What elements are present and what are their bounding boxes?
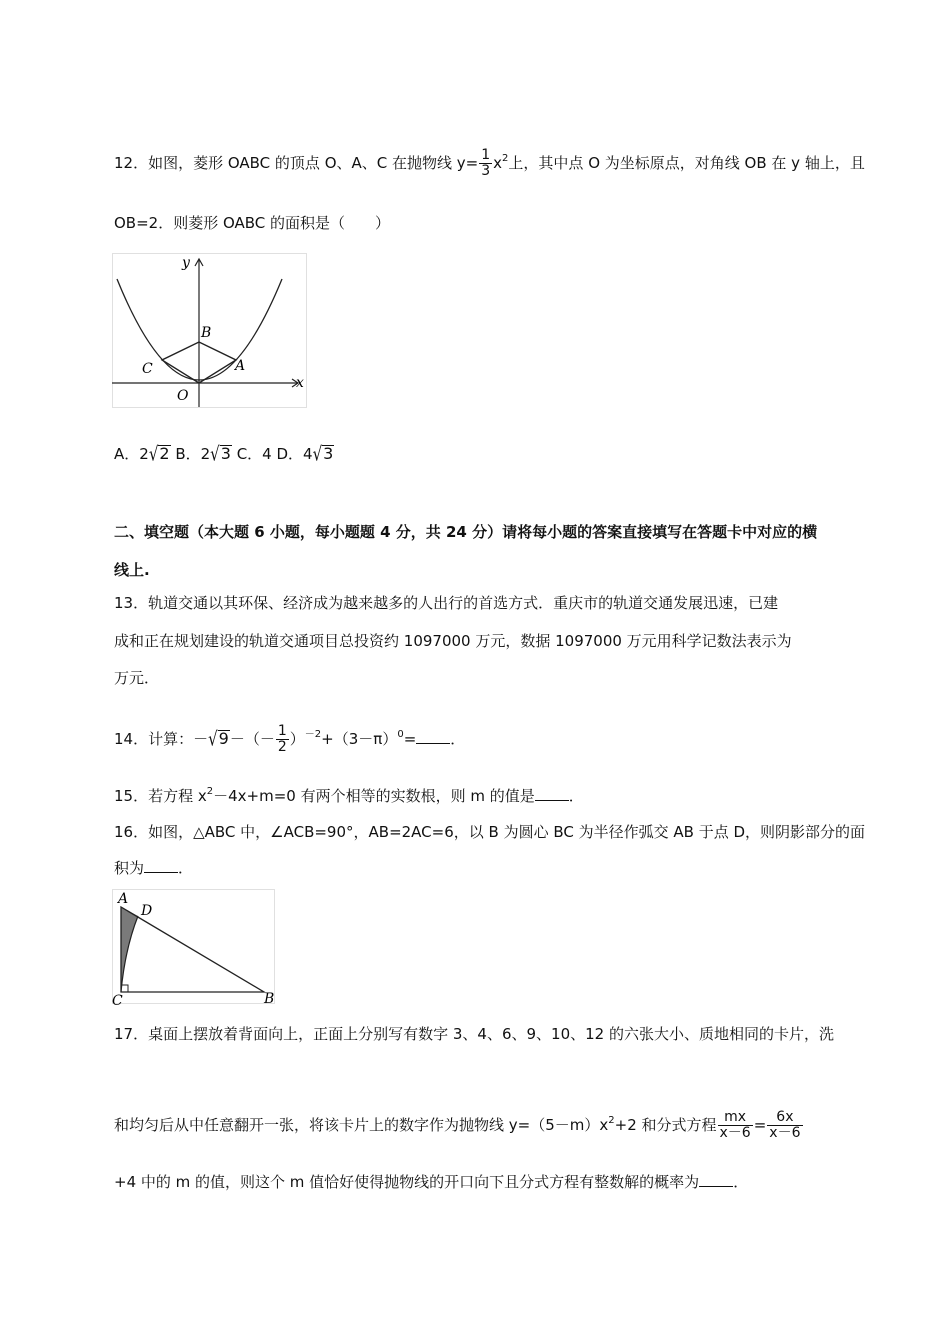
answer-blank[interactable] bbox=[144, 858, 178, 873]
fig16-label-A: A bbox=[118, 891, 129, 907]
answer-blank[interactable] bbox=[416, 729, 450, 744]
section2-heading: 二、填空题（本大题 6 小题，每小题题 4 分，共 24 分）请将每小题的答案直接填写在答题卡中对应的横 bbox=[114, 523, 818, 541]
q12-fraction: $\frac{1}{3}$ bbox=[481, 147, 491, 179]
q14-fraction: $\frac{1}{2}$ bbox=[277, 723, 287, 755]
fig16-label-B: B bbox=[264, 991, 275, 1007]
q13-line1: 13．轨道交通以其环保、经济成为越来越多的人出行的首选方式．重庆市的轨道交通发展迅速，已建 bbox=[114, 594, 779, 612]
answer-blank[interactable] bbox=[699, 1172, 733, 1187]
fig16-label-D: D bbox=[141, 903, 153, 919]
q16-figure-triangle bbox=[112, 889, 280, 1007]
sqrt-symbol: √2 bbox=[148, 442, 170, 466]
q17-fraction-left: $\frac{mx}{x-6}$ bbox=[719, 1109, 751, 1141]
fig12-label-A: A bbox=[235, 358, 246, 374]
q12-line2: OB=2．则菱形 OABC 的面积是（ ） bbox=[114, 214, 391, 232]
fig12-label-C: C bbox=[142, 361, 153, 377]
q13-line2: 成和正在规划建设的轨道交通项目总投资约 1097000 万元，数据 1097000 万元用科学记数法表示为 bbox=[114, 632, 792, 650]
q17-line3: +4 中的 m 的值，则这个 m 值恰好使得抛物线的开口向下且分式方程有整数解的概率为 ． bbox=[114, 1173, 749, 1191]
q12-options: A．2√2 B．2√3 C．4 D．4√3 bbox=[114, 442, 334, 466]
sqrt-symbol: √3 bbox=[312, 442, 334, 466]
fig12-label-B: B bbox=[201, 325, 212, 341]
fig16-label-C: C bbox=[112, 993, 123, 1007]
section2-heading-cont: 线上. bbox=[114, 561, 150, 579]
fig12-label-x: x bbox=[296, 375, 304, 391]
q16-line2: 积为 ． bbox=[114, 859, 194, 877]
sqrt-symbol: √3 bbox=[210, 442, 231, 466]
fig12-label-y: y bbox=[182, 255, 190, 271]
answer-blank[interactable] bbox=[535, 786, 569, 801]
q15-line: 15．若方程 $x^2-4x+m=0$ 有两个相等的实数根，则 m 的值是 ． bbox=[114, 786, 584, 805]
q17-fraction-right: $\frac{6x}{x-6}$ bbox=[769, 1109, 801, 1141]
q17-line1: 17．桌面上摆放着背面向上，正面上分别写有数字 3、4、6、9、10、12 的六张大小、质地相同的卡片，洗 bbox=[114, 1025, 834, 1043]
q12-line1: 12．如图，菱形 OABC 的顶点 O、A、C 在抛物线 y= $\frac{1}{3}$ $x^2$上，其中点 O 为坐标原点，对角线 OB 在 y 轴上，且 bbox=[114, 147, 865, 179]
q16-line1: 16．如图，△ABC 中，∠ACB=90°，AB=2AC=6，以 B 为圆心 BC 为半径作弧交 AB 于点 D，则阴影部分的面 bbox=[114, 823, 866, 841]
q14-line: 14．计算：－√9－（－ $\frac{1}{2}$ ）$^{-2}+(3-\pi)^0=$ ． bbox=[114, 723, 466, 755]
fig12-label-O: O bbox=[177, 388, 189, 404]
q12-figure-parabola bbox=[112, 253, 310, 409]
q13-line3: 万元． bbox=[114, 669, 160, 687]
sqrt-symbol: √9 bbox=[208, 727, 229, 751]
q17-line2: 和均匀后从中任意翻开一张，将该卡片上的数字作为抛物线 $y=(5-m)x^2+2$ 和分式方程 $\frac{mx}{x-6}$ = $\frac{6x}{x-6}$ bbox=[114, 1109, 801, 1141]
